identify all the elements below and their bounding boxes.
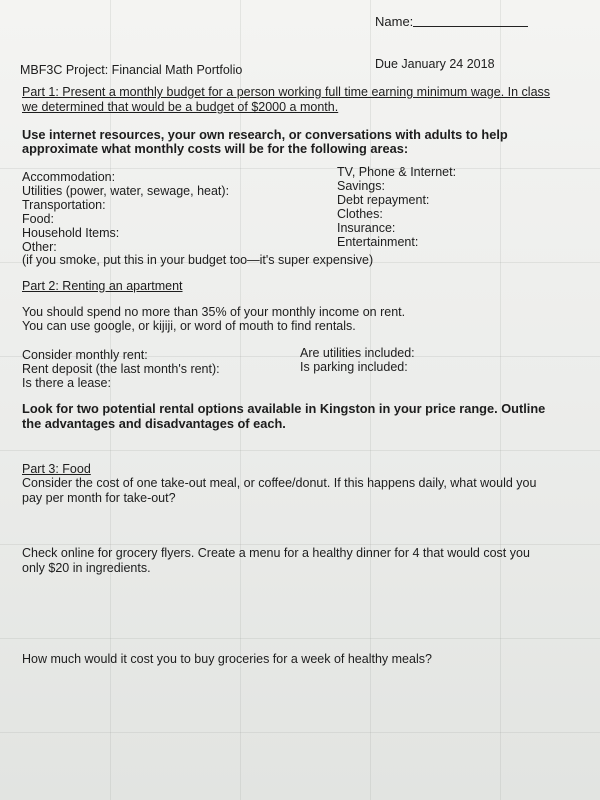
course-title: MBF3C Project: Financial Math Portfolio (20, 63, 243, 77)
part2-task-line1: Look for two potential rental options available in Kingston in your price range. Outline (22, 401, 546, 416)
budget-item-other: Other: (22, 240, 57, 254)
grid-line (240, 0, 241, 800)
budget-item-clothes: Clothes: (337, 207, 383, 221)
part1-intro-line2: we determined that would be a budget of $2000 a month. (22, 100, 339, 114)
name-label: Name: (375, 14, 414, 29)
budget-item-tv-phone: TV, Phone & Internet: (337, 165, 457, 179)
budget-item-savings: Savings: (337, 179, 385, 193)
budget-item-food: Food: (22, 212, 54, 226)
grid-line (500, 0, 501, 800)
budget-item-accommodation: Accommodation: (22, 170, 116, 184)
part3-title: Part 3: Food (22, 462, 91, 476)
part1-intro-line1: Part 1: Present a monthly budget for a person working full time earning minimum wage. In class (22, 85, 551, 99)
rent-item-deposit: Rent deposit (the last month's rent): (22, 362, 220, 376)
budget-item-utilities: Utilities (power, water, sewage, heat): (22, 184, 230, 198)
rent-item-utilities: Are utilities included: (300, 346, 415, 360)
grid-line (0, 544, 600, 545)
budget-item-insurance: Insurance: (337, 221, 396, 235)
grid-line (0, 168, 600, 169)
rent-item-lease: Is there a lease: (22, 376, 111, 390)
smoke-note: (if you smoke, put this in your budget too—it's super expensive) (22, 253, 374, 267)
part3-q1-line1: Consider the cost of one take-out meal, or coffee/donut. If this happens daily, what would you (22, 476, 537, 490)
part2-line2: You can use google, or kijiji, or word of mouth to find rentals. (22, 319, 356, 333)
part2-line1: You should spend no more than 35% of your monthly income on rent. (22, 305, 406, 319)
grid-line (0, 638, 600, 639)
part3-q2-line1: Check online for grocery flyers. Create a menu for a healthy dinner for 4 that would cost you (22, 546, 530, 560)
part1-instruction-line1: Use internet resources, your own research, or conversations with adults to help (22, 127, 508, 142)
budget-item-debt: Debt repayment: (337, 193, 430, 207)
part3-q2-line2: only $20 in ingredients. (22, 561, 151, 575)
grid-line (0, 732, 600, 733)
budget-item-entertainment: Entertainment: (337, 235, 419, 249)
part1-instruction-line2: approximate what monthly costs will be for the following areas: (22, 141, 409, 156)
rent-item-parking: Is parking included: (300, 360, 408, 374)
budget-item-transportation: Transportation: (22, 198, 106, 212)
budget-item-household: Household Items: (22, 226, 120, 240)
part2-title: Part 2: Renting an apartment (22, 279, 183, 293)
rent-item-monthly: Consider monthly rent: (22, 348, 148, 362)
name-blank-line[interactable] (413, 26, 528, 27)
grid-line (0, 450, 600, 451)
part2-task-line2: the advantages and disadvantages of each. (22, 416, 286, 431)
due-date: Due January 24 2018 (375, 57, 495, 71)
grid-line (110, 0, 111, 800)
part3-q1-line2: pay per month for take-out? (22, 491, 176, 505)
grid-line (370, 0, 371, 800)
part3-q3: How much would it cost you to buy groceries for a week of healthy meals? (22, 652, 432, 666)
